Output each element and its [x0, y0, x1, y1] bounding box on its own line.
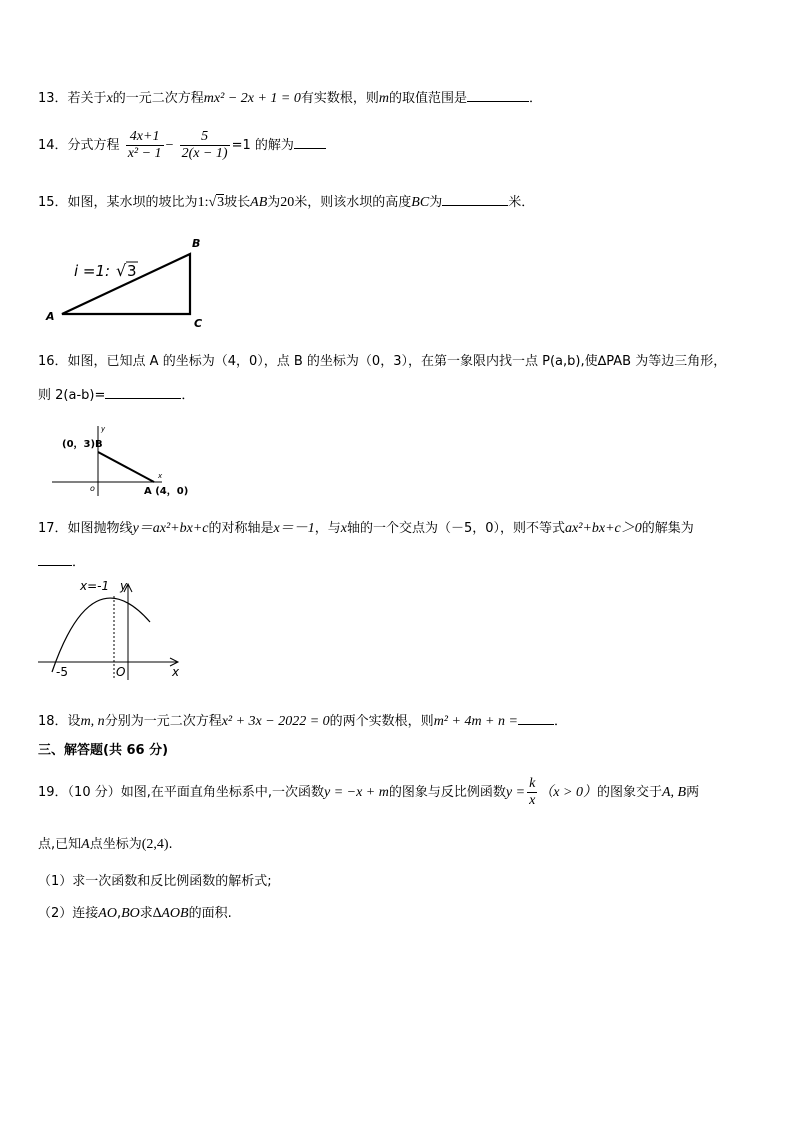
y-axis-label: y — [101, 425, 106, 433]
equilateral-triangle-figure — [50, 422, 200, 500]
fraction-1: $\frac{4x+1}{\text{x² − 1}}$ — [127, 129, 162, 161]
segment-ab — [98, 452, 154, 482]
section-3-title: 三、解答题(共 66 分) — [38, 743, 169, 758]
x-axis-label: x — [172, 665, 180, 679]
question-17-line2: ． — [38, 552, 85, 572]
sqrt-symbol: √ — [208, 195, 217, 210]
question-19-part-1: （1）求一次函数和反比例函数的解析式; — [38, 874, 272, 889]
parabola-figure — [36, 576, 186, 686]
point-b-label: (0，3)B — [62, 439, 103, 450]
fraction-2: $\frac{5}{2(x - 1)}$ — [181, 129, 228, 161]
question-18: 18．设m, n分别为一元二次方程x² + 3x − 2022 = 0的两个实数根，则m² + 4m + n = ． — [38, 711, 567, 731]
question-number: 13． — [38, 91, 68, 106]
answer-blank[interactable] — [467, 88, 529, 102]
slope-label: i =1: — [74, 262, 111, 280]
answer-blank[interactable] — [38, 552, 72, 566]
origin-label: O — [116, 665, 126, 679]
x-axis-label: x — [158, 472, 163, 480]
question-13: 13．若关于x的一元二次方程mx² − 2x + 1 = 0有实数根，则m的取值范围是 ． — [38, 88, 542, 108]
question-19-part-2: （2）连接AO,BO求∆AOB的面积. — [38, 906, 232, 921]
answer-blank[interactable] — [518, 711, 554, 725]
question-17: 17．如图抛物线y＝ax²+bx+c的对称轴是x＝－1，与x轴的一个交点为（－5，0），则不等式ax²+bx+c＞0的解集为 — [38, 521, 694, 536]
origin-label: o — [90, 484, 95, 493]
question-19: 19．（10 分）如图,在平面直角坐标系中,一次函数y = −x + m的图象与反比例函数y = $\frac{k}{x}$ （x > 0）的图象交于A, B两 — [38, 776, 700, 808]
answer-blank[interactable] — [294, 135, 326, 149]
question-16-line2: 则 2(a-b)= ． — [38, 385, 194, 405]
question-15: 15．如图，某水坝的坡比为1:√3坡长AB为20米，则该水坝的高度BC为 米． — [38, 192, 534, 212]
question-14: 14．分式方程 $\frac{4x+1}{\text{x² − 1}}$ − $\frac{5}{2(x - 1)}$ =1 的解为 — [38, 128, 326, 164]
question-19-line2: 点,已知A点坐标为(2,4). — [38, 837, 173, 852]
point-b-label: B — [192, 237, 201, 250]
answer-blank[interactable] — [442, 192, 508, 206]
dam-slope-figure — [40, 232, 220, 332]
fraction-k-over-x: $\frac{k}{x}$ — [529, 776, 536, 808]
slope-sqrt-symbol: √ — [116, 261, 127, 280]
root-label: -5 — [56, 665, 68, 679]
point-a-label: A (4，0) — [144, 486, 189, 497]
point-a-label: A — [46, 310, 55, 323]
symmetry-axis-label: x=-1 — [80, 579, 110, 593]
question-16: 16．如图，已知点 A 的坐标为（4，0），点 B 的坐标为（0，3），在第一象限内找一点 P(a,b),使∆PAB 为等边三角形， — [38, 354, 727, 369]
slope-sqrt-value: 3 — [127, 262, 137, 280]
y-axis-label: y — [120, 579, 128, 593]
answer-blank[interactable] — [105, 385, 181, 399]
point-c-label: C — [194, 317, 203, 330]
parabola-curve — [52, 598, 150, 672]
